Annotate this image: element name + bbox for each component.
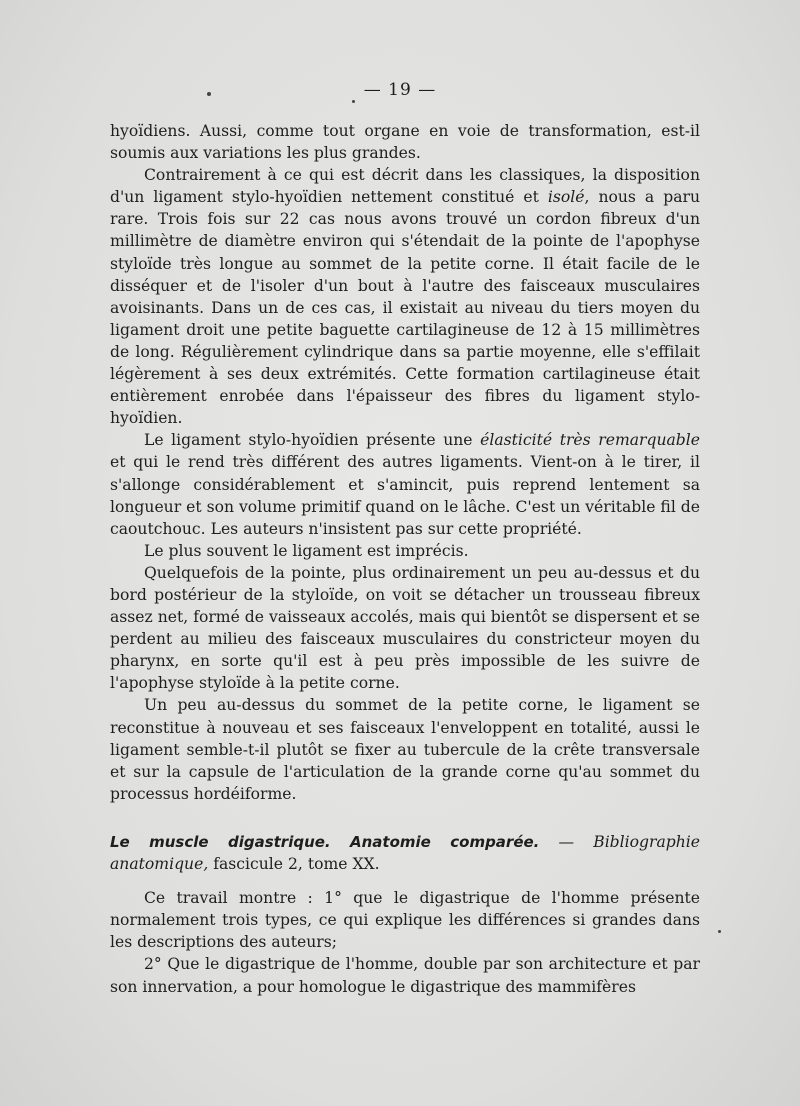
page-number: — 19 — <box>363 80 437 100</box>
paragraph-1 <box>110 120 700 164</box>
spacer <box>110 875 700 887</box>
paragraph-5 <box>110 562 700 695</box>
reference-paragraph-2: 2° Que le digastrique de l'homme, double par son architecture et par son innervation, a pour homologue le digastrique des mammifères <box>110 955 700 996</box>
paragraph-text: , nous a paru rare. Trois fois sur 22 cas nous avons trouvé un cordon fibreux d'un millimètre de diamètre environ qui s'étendait de la pointe de l'apophyse styloïde très longue au sommet de la petite corne. Il était facile de le disséquer et de l'isoler d'un bout à l'autre des faisceaux musculaires avoisinants. Dans un de ces cas, il existait au niveau du tiers moyen du ligament droit une petite baguette cartilagineuse de 12 à 15 millimètres de long. Régulièrement cylindrique dans sa partie moyenne, elle s'effilait légèrement à ses deux extrémités. Cette formation cartilagineuse était entièrement enrobée dans l'épaisseur des fibres du ligament stylo-hyoïdien. <box>110 188 700 428</box>
emphasis-elasticite: élasticité très remarquable <box>480 431 701 450</box>
emphasis-isole: isolé <box>547 188 585 207</box>
reference-heading <box>110 831 700 875</box>
reference-section <box>110 831 700 998</box>
body-text <box>110 120 700 805</box>
paragraph-6 <box>110 694 700 804</box>
paragraph-text: et qui le rend très différent des autres ligaments. Vient-on à le tirer, il s'allonge considérablement et s'amincit, puis reprend lentement sa longueur et son volume primitif quand on le lâche. C'est un véritable fil de caoutchouc. Les auteurs n'insistent pas sur cette propriété. <box>110 453 700 538</box>
paragraph-text: hyoïdiens. Aussi, comme tout organe en voie de transformation, est-il soumis aux variations les plus grandes. <box>110 122 700 163</box>
reference-title: Le muscle digastrique. Anatomie comparée. <box>110 833 540 851</box>
print-speck <box>718 930 721 933</box>
paragraph-text: Quelquefois de la pointe, plus ordinairement un peu au-dessus et du bord postérieur de la styloïde, on voit se détacher un trousseau fibreux assez net, formé de vaisseaux accolés, mais qui bientôt se dispersent et se perdent au milieu des faisceaux musculaires du constricteur moyen du pharynx, en sorte qu'il est à peu près impossible de les suivre de l'apophyse styloïde à la petite corne. <box>110 563 700 693</box>
paragraph-text: Le plus souvent le ligament est imprécis. <box>144 541 469 560</box>
print-speck <box>352 100 355 103</box>
paragraph-2 <box>110 164 700 429</box>
reference-source: Bibliographie anatomique, <box>110 833 700 874</box>
reference-details: fascicule 2, tome XX. <box>208 855 380 874</box>
paragraph-text: Contrairement à ce qui est décrit dans les classiques, la disposition d'un ligament stylo-hyoïdien nettement constitué et <box>110 166 700 207</box>
paragraph-4 <box>110 540 700 562</box>
paragraph-text: Un peu au-dessus du sommet de la petite corne, le ligament se reconstitue à nouveau et ses faisceaux l'enveloppent en totalité, aussi le ligament semble-t-il plutôt se fixer au tubercule de la crête transversale et sur la capsule de l'articulation de la grande corne qu'au sommet du processus hordéiforme. <box>110 696 700 803</box>
paragraph-text: Le ligament stylo-hyoïdien présente une <box>144 431 481 450</box>
paragraph-3 <box>110 429 700 539</box>
reference-paragraph-1: Ce travail montre : 1° que le digastrique de l'homme présente normalement trois types, ce qui explique les différences si grandes dans les descriptions des auteurs; <box>110 889 700 952</box>
reference-dash: — <box>539 833 594 851</box>
